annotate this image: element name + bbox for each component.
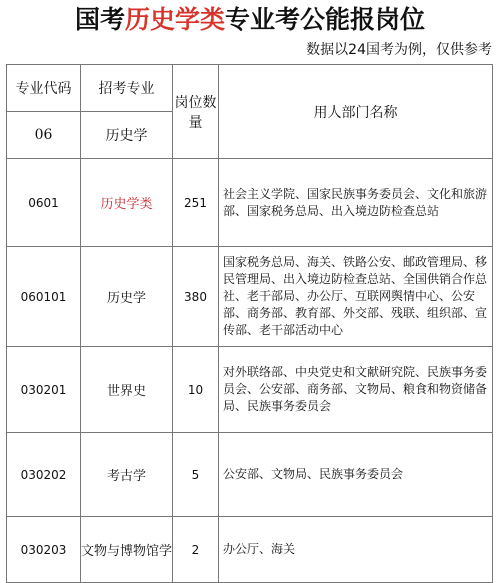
title-highlight: 历史学类 bbox=[124, 5, 225, 34]
positions-table bbox=[6, 64, 493, 583]
title-pre: 国考 bbox=[74, 5, 125, 34]
header-code: 专业代码 bbox=[7, 65, 81, 112]
header-departments: 用人部门名称 bbox=[219, 65, 493, 159]
row-code: 0601 bbox=[7, 159, 81, 247]
table-row bbox=[7, 433, 493, 517]
title-post: 专业考公能报岗位 bbox=[225, 5, 426, 34]
row-count: 380 bbox=[173, 247, 219, 347]
row-code: 030201 bbox=[7, 347, 81, 433]
row-count: 10 bbox=[173, 347, 219, 433]
row-departments: 国家税务总局、海关、铁路公安、邮政管理局、移民管理局、出入境边防检查总站、全国供销合作总社、老干部局、办公厅、互联网舆情中心、公安部、商务部、教育部、外交部、残联、组织部、宣传部、老干部活动中心 bbox=[219, 247, 493, 347]
row-count: 251 bbox=[173, 159, 219, 247]
row-departments: 社会主义学院、国家民族事务委员会、文化和旅游部、国家税务总局、出入境边防检查总站 bbox=[219, 159, 493, 247]
row-major: 世界史 bbox=[81, 347, 173, 433]
row-departments: 办公厅、海关 bbox=[219, 517, 493, 583]
row-major: 历史学类 bbox=[81, 159, 173, 247]
row-major: 考古学 bbox=[81, 433, 173, 517]
row-count: 2 bbox=[173, 517, 219, 583]
row-departments: 对外联络部、中央党史和文献研究院、民族事务委员会、公安部、商务部、文物局、粮食和物资储备局、民族事务委员会 bbox=[219, 347, 493, 433]
table-row bbox=[7, 159, 493, 247]
row-code: 030203 bbox=[7, 517, 81, 583]
header-major: 招考专业 bbox=[81, 65, 173, 112]
row-departments: 公安部、文物局、民族事务委员会 bbox=[219, 433, 493, 517]
data-note: 数据以24国考为例，仅供参考 bbox=[306, 42, 492, 58]
header-positions: 岗位数量 bbox=[173, 65, 219, 159]
table-row bbox=[7, 347, 493, 433]
table-row bbox=[7, 247, 493, 347]
category-code: 06 bbox=[7, 112, 81, 159]
row-major: 历史学 bbox=[81, 247, 173, 347]
row-code: 060101 bbox=[7, 247, 81, 347]
row-code: 030202 bbox=[7, 433, 81, 517]
category-name: 历史学 bbox=[81, 112, 173, 159]
row-count: 5 bbox=[173, 433, 219, 517]
row-major: 文物与博物馆学 bbox=[81, 517, 173, 583]
page-title bbox=[0, 0, 500, 40]
table-row bbox=[7, 517, 493, 583]
